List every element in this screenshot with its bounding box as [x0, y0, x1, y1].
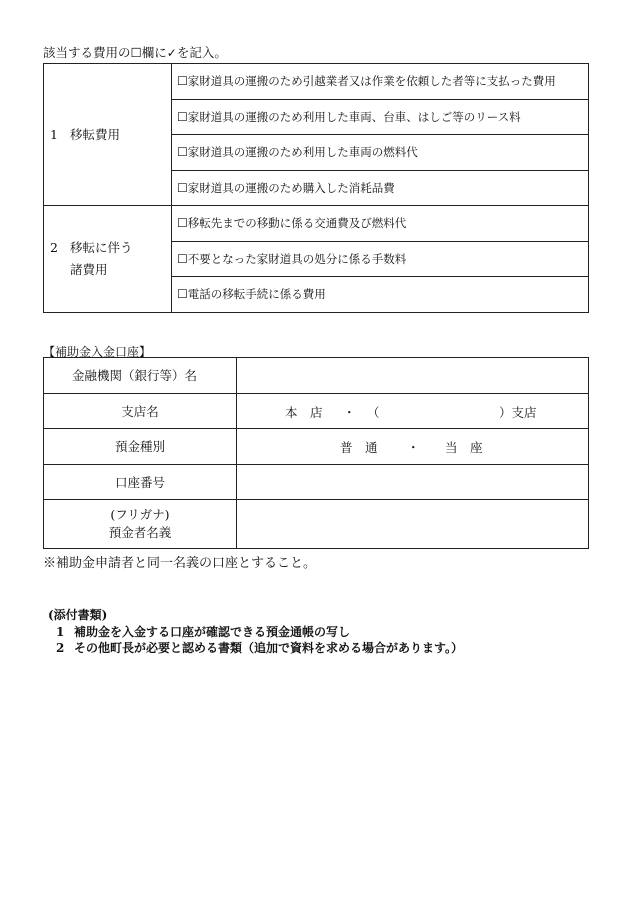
category-1-label: 移転費用: [70, 126, 121, 142]
checkbox-icon[interactable]: ☐: [177, 216, 188, 231]
branch-main-option[interactable]: 本 店: [285, 404, 323, 420]
checkmark-icon: ✓: [166, 46, 177, 60]
account-table: [43, 357, 589, 549]
expense-item-checkbox[interactable]: [172, 206, 589, 242]
account-holder-label: [44, 500, 237, 549]
deposit-type-ordinary[interactable]: 普 通: [340, 440, 378, 455]
category-2-cell: [44, 206, 172, 313]
table-row: [44, 358, 589, 394]
branch-open-paren: （: [367, 404, 380, 420]
attachment-number: 2: [56, 641, 65, 655]
empty-box-icon: ☐: [130, 45, 142, 60]
account-holder-furigana-label: (フリガナ): [110, 507, 170, 522]
category-2-label-line1: 移転に伴う: [70, 239, 133, 255]
instruction-prefix: 該当する費用の: [43, 45, 131, 60]
checkbox-icon[interactable]: ☐: [177, 74, 188, 89]
account-holder-field[interactable]: [237, 500, 589, 549]
attachment-item-1: [56, 623, 350, 640]
expense-item-label: 不要となった家財道具の処分に係る手数料: [187, 251, 407, 266]
attachment-text: 補助金を入金する口座が確認できる預金通帳の写し: [74, 625, 351, 639]
attachments-title: (添付書類): [48, 608, 108, 622]
account-section-title: 【補助金入金口座】: [43, 345, 152, 359]
bank-name-field[interactable]: [237, 358, 589, 394]
checkbox-icon[interactable]: ☐: [177, 287, 188, 302]
expense-item-label: 電話の移転手続に係る費用: [187, 287, 326, 302]
category-1-cell: [44, 64, 172, 206]
expense-item-label: 家財道具の運搬のため利用した車両の燃料代: [187, 145, 418, 160]
deposit-type-label: 預金種別: [44, 429, 237, 465]
account-number-field[interactable]: [237, 464, 589, 500]
table-row: [44, 500, 589, 549]
category-2-label-line2: 諸費用: [70, 261, 108, 277]
branch-field[interactable]: [237, 393, 589, 429]
checkbox-icon[interactable]: ☐: [177, 145, 188, 160]
checkbox-icon[interactable]: ☐: [177, 251, 188, 266]
deposit-type-field[interactable]: [237, 429, 589, 465]
expense-table: [43, 63, 589, 313]
table-row: [44, 464, 589, 500]
checkbox-icon[interactable]: ☐: [177, 109, 188, 124]
bank-name-label: 金融機関（銀行等）名: [44, 358, 237, 394]
checkbox-icon[interactable]: ☐: [177, 180, 188, 195]
expense-item-label: 移転先までの移動に係る交通費及び燃料代: [187, 216, 407, 231]
expense-item-checkbox[interactable]: [172, 135, 589, 171]
account-number-label: 口座番号: [44, 464, 237, 500]
expense-item-checkbox[interactable]: [172, 99, 589, 135]
attachment-item-2: [56, 639, 463, 656]
deposit-type-current[interactable]: 当 座: [445, 440, 483, 455]
account-holder-name-label: 預金者名義: [108, 525, 172, 540]
instruction-text: [43, 45, 227, 61]
branch-label: 支店名: [44, 393, 237, 429]
category-1-number: 1: [50, 126, 58, 142]
category-2-number: 2: [50, 239, 58, 255]
branch-separator: ・: [343, 404, 356, 420]
expense-item-label: 家財道具の運搬のため引越業者又は作業を依頼した者等に支払った費用: [187, 74, 556, 89]
instruction-suffix: を記入。: [176, 45, 227, 60]
expense-item-checkbox[interactable]: [172, 277, 589, 313]
account-note: ※補助金申請者と同一名義の口座とすること。: [43, 556, 317, 571]
expense-item-checkbox[interactable]: [172, 170, 589, 206]
table-row: [44, 429, 589, 465]
table-row: [44, 206, 589, 242]
expense-item-label: 家財道具の運搬のため購入した消耗品費: [187, 180, 395, 195]
expense-item-checkbox[interactable]: [172, 64, 589, 100]
branch-suffix: ）支店: [499, 404, 537, 420]
expense-item-label: 家財道具の運搬のため利用した車両、台車、はしご等のリース料: [187, 109, 521, 124]
table-row: [44, 393, 589, 429]
deposit-type-separator: ・: [407, 440, 420, 455]
table-row: [44, 64, 589, 100]
instruction-middle: 欄に: [141, 45, 167, 60]
attachment-text: その他町長が必要と認める書類（追加で資料を求める場合があります。）: [74, 641, 464, 655]
attachment-number: 1: [56, 625, 65, 639]
expense-item-checkbox[interactable]: [172, 241, 589, 277]
